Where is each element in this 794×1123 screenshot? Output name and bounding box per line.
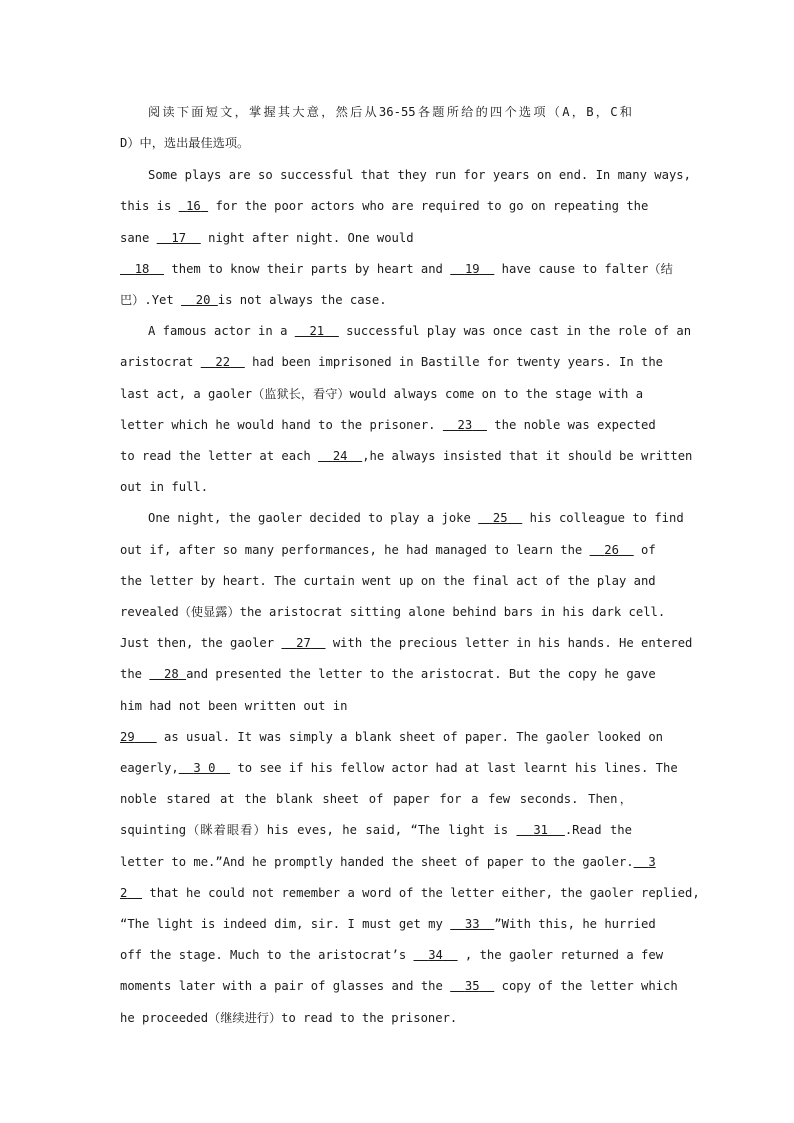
- blank-number: 22: [215, 355, 231, 369]
- text-segment: .Read the: [564, 823, 632, 837]
- blank-32-part-2: [120, 886, 142, 900]
- blank-number: 18: [134, 262, 150, 276]
- blank-18: [120, 262, 164, 276]
- text-segment: as usual. It was simply a blank sheet of paper. The gaoler looked on: [164, 730, 663, 744]
- text-segment: ”With this, he hurried: [494, 917, 656, 931]
- blank-number: 3 0: [193, 761, 216, 775]
- passage-line: [120, 945, 664, 965]
- blank-35: [450, 979, 494, 993]
- instruction-line-1: 阅读下面短文，掌握其大意，然后从36-55各题所给的四个选项（A，B，C和: [148, 105, 632, 119]
- blank-16: [179, 199, 208, 213]
- blank-number: 20: [195, 293, 211, 307]
- text-segment: of: [641, 543, 656, 557]
- text-segment: squinting（眯着眼看）his eves, he said, “The light is: [120, 823, 509, 837]
- text-segment: and presented the letter to the aristocrat. But the copy he gave: [186, 667, 656, 681]
- blank-29: [120, 730, 157, 744]
- text-segment: sane: [120, 231, 150, 245]
- passage-line: [120, 259, 673, 279]
- blank-22: [201, 355, 245, 369]
- passage-line: [120, 758, 678, 778]
- passage-line: [120, 883, 700, 903]
- text-segment: 巴）.Yet: [120, 293, 174, 307]
- text-segment: eagerly,: [120, 761, 179, 775]
- passage-line: him had not been written out in: [120, 699, 348, 713]
- text-segment: had been imprisoned in Bastille for twenty years. In the: [252, 355, 664, 369]
- passage-line: [120, 820, 632, 840]
- blank-number: 19: [464, 262, 480, 276]
- blank-28: [149, 667, 186, 681]
- blank-number: 34: [428, 948, 443, 962]
- text-segment: with the precious letter in his hands. He entered: [332, 636, 693, 650]
- text-segment: letter which he would hand to the prisoner.: [120, 418, 436, 432]
- blank-number: 3: [648, 855, 656, 869]
- blank-31: [516, 823, 564, 837]
- blank-number: 31: [533, 823, 548, 837]
- text-segment: his colleague to find: [529, 511, 684, 525]
- passage-line: [120, 540, 656, 560]
- passage-line: [120, 727, 663, 747]
- blank-number: 24: [332, 449, 348, 463]
- passage-line: [120, 446, 693, 466]
- passage-line: [120, 228, 632, 248]
- text-segment: this is: [120, 199, 172, 213]
- blank-number: 17: [171, 231, 187, 245]
- blank-20: [181, 293, 218, 307]
- text-segment: to read the letter at each: [120, 449, 311, 463]
- blank-24: [318, 449, 362, 463]
- blank-34: [414, 948, 458, 962]
- text-segment: that he could not remember a word of the letter either, the gaoler replied,: [149, 886, 700, 900]
- blank-number: 28: [164, 667, 179, 681]
- passage-line: [120, 633, 693, 653]
- passage-line: [120, 664, 656, 684]
- text-segment: copy of the letter which: [501, 979, 678, 993]
- passage-line: Some plays are so successful that they run for years on end. In many ways,: [148, 168, 691, 182]
- text-segment: off the stage. Much to the aristocrat’s: [120, 948, 407, 962]
- blank-number: 21: [309, 324, 325, 338]
- text-segment: Just then, the gaoler: [120, 636, 275, 650]
- text-segment: to see if his fellow actor had at last learnt his lines. The: [237, 761, 678, 775]
- blank-number: 2: [120, 886, 128, 900]
- blank-33: [450, 917, 494, 931]
- passage-line: [120, 415, 656, 435]
- text-segment: “The light is indeed dim, sir. I must get my: [120, 917, 443, 931]
- blank-number: 27: [296, 636, 311, 650]
- passage-line: [120, 290, 632, 310]
- passage-line: [148, 508, 684, 528]
- blank-number: 35: [464, 979, 480, 993]
- text-segment: have cause to falter（结: [501, 262, 673, 276]
- text-segment: the noble was expected: [494, 418, 656, 432]
- instruction-line-2: D）中，选出最佳选项。: [120, 136, 250, 150]
- blank-25: [478, 511, 522, 525]
- passage-line: noble stared at the blank sheet of paper for a few seconds. Then，: [120, 792, 632, 806]
- blank-30: [179, 761, 230, 775]
- passage-line: revealed（使显露）the aristocrat sitting alone behind bars in his dark cell.: [120, 605, 666, 619]
- text-segment: them to know their parts by heart and: [171, 262, 443, 276]
- blank-number: 23: [457, 418, 473, 432]
- text-segment: moments later with a pair of glasses and the: [120, 979, 443, 993]
- passage-line: [120, 196, 649, 216]
- blank-17: [157, 231, 201, 245]
- passage-line: [120, 852, 656, 872]
- passage-line: [148, 321, 692, 341]
- passage-line: the letter by heart. The curtain went up on the final act of the play and: [120, 574, 656, 588]
- blank-number: 29: [120, 730, 135, 744]
- passage-line: out in full.: [120, 480, 209, 494]
- text-segment: is not always the case.: [217, 293, 387, 307]
- text-segment: A famous actor in a: [148, 324, 288, 338]
- passage-line: [120, 352, 664, 372]
- blank-number: 16: [186, 199, 201, 213]
- blank-27: [281, 636, 325, 650]
- blank-23: [443, 418, 487, 432]
- blank-number: 26: [604, 543, 619, 557]
- text-segment: for the poor actors who are required to go on repeating the: [215, 199, 649, 213]
- text-segment: One night, the gaoler decided to play a joke: [148, 511, 471, 525]
- blank-21: [295, 324, 339, 338]
- passage-line: he proceeded（继续进行）to read to the prisoner.: [120, 1011, 458, 1025]
- text-segment: letter to me.”And he promptly handed the sheet of paper to the gaoler.: [120, 855, 634, 869]
- passage-line: last act, a gaoler（监狱长，看守）would always come on to the stage with a: [120, 387, 644, 401]
- passage-line: [120, 976, 678, 996]
- text-segment: , the gaoler returned a few: [464, 948, 664, 962]
- text-segment: ,he always insisted that it should be written: [362, 449, 693, 463]
- blank-19: [450, 262, 494, 276]
- blank-number: 33: [464, 917, 480, 931]
- text-segment: night after night. One would: [208, 231, 414, 245]
- text-segment: successful play was once cast in the role of an: [346, 324, 692, 338]
- text-segment: aristocrat: [120, 355, 194, 369]
- blank-number: 25: [492, 511, 508, 525]
- text-segment: the: [120, 667, 143, 681]
- passage-line: [120, 914, 656, 934]
- blank-32-part-1: [634, 855, 656, 869]
- blank-26: [590, 543, 634, 557]
- text-segment: out if, after so many performances, he had managed to learn the: [120, 543, 583, 557]
